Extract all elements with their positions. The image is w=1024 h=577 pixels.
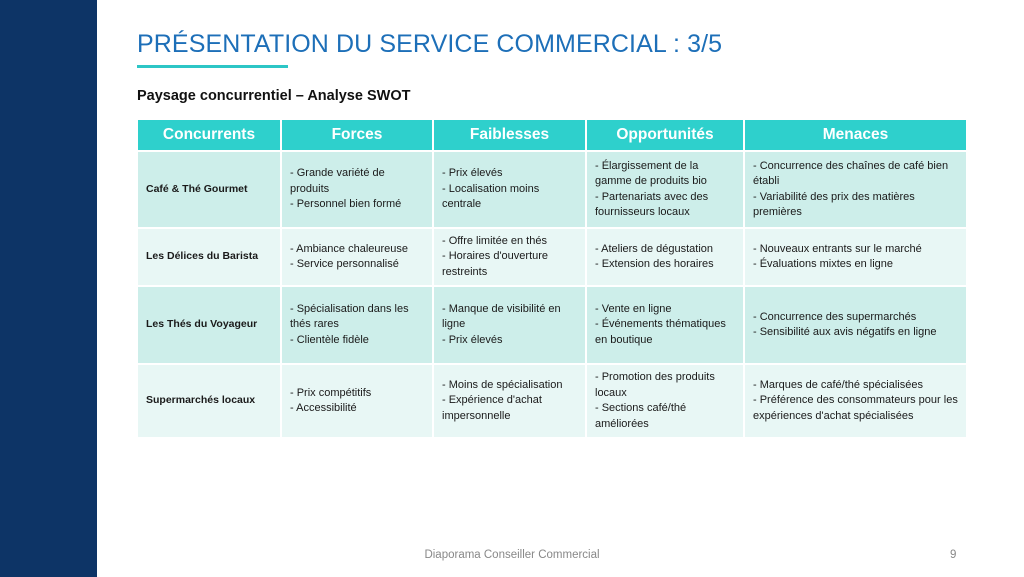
opportunites-item: - Événements thématiques en boutique	[595, 318, 726, 346]
forces-cell	[281, 151, 433, 228]
table-row	[138, 364, 966, 437]
faiblesses-item: - Prix élevés	[442, 333, 503, 346]
faiblesses-item: - Offre limitée en thés	[442, 234, 547, 247]
menaces-item: - Préférence des consommateurs pour les expériences d'achat spécialisées	[753, 394, 958, 422]
header-opportunites: Opportunités	[586, 120, 744, 151]
menaces-item: - Marques de café/thé spécialisées	[753, 378, 923, 391]
forces-cell	[281, 364, 433, 437]
forces-item: - Accessibilité	[290, 402, 357, 414]
faiblesses-cell	[433, 228, 586, 286]
competitor-name: Les Thés du Voyageur	[138, 286, 281, 364]
opportunites-item: - Ateliers de dégustation	[595, 242, 714, 255]
competitor-name: Café & Thé Gourmet	[138, 151, 281, 228]
table-row	[138, 286, 966, 364]
competitor-name: Les Délices du Barista	[138, 228, 281, 286]
forces-item: - Clientèle fidèle	[290, 333, 369, 346]
forces-item: - Grande variété de produits	[290, 167, 385, 195]
menaces-item: - Concurrence des supermarchés	[753, 310, 917, 323]
table-row	[138, 228, 966, 286]
header-menaces: Menaces	[744, 120, 966, 151]
menaces-cell	[744, 151, 966, 228]
forces-cell	[281, 286, 433, 364]
faiblesses-cell	[433, 364, 586, 437]
footer-text: Diaporama Conseiller Commercial	[424, 549, 600, 561]
forces-item: - Spécialisation dans les thés rares	[290, 302, 409, 331]
header-concurrents: Concurrents	[138, 120, 281, 151]
menaces-cell	[744, 286, 966, 364]
forces-item: - Prix compétitifs	[290, 386, 372, 399]
menaces-cell	[744, 364, 966, 437]
forces-item: - Service personnalisé	[290, 258, 399, 270]
slide-title: PRÉSENTATION DU SERVICE COMMERCIAL : 3/5	[137, 30, 723, 58]
header-faiblesses: Faiblesses	[433, 120, 586, 151]
faiblesses-item: - Expérience d'achat impersonnelle	[442, 394, 542, 422]
opportunites-cell	[586, 286, 744, 364]
faiblesses-item: - Localisation moins centrale	[442, 182, 540, 211]
table-header-row	[138, 120, 966, 151]
menaces-item: - Concurrence des chaînes de café bien établi	[753, 159, 949, 187]
opportunites-item: - Vente en ligne	[595, 302, 672, 315]
menaces-item: - Sensibilité aux avis négatifs en ligne	[753, 326, 937, 338]
slide-subtitle: Paysage concurrentiel – Analyse SWOT	[137, 88, 411, 104]
menaces-item: - Nouveaux entrants sur le marché	[753, 242, 922, 255]
table-row	[138, 151, 966, 228]
opportunites-cell	[586, 151, 744, 228]
opportunites-cell	[586, 228, 744, 286]
opportunites-item: - Promotion des produits locaux	[595, 371, 715, 399]
forces-item: - Personnel bien formé	[290, 198, 402, 211]
menaces-cell	[744, 228, 966, 286]
opportunites-item: - Sections café/thé améliorées	[595, 402, 687, 430]
title-underline	[137, 65, 288, 68]
swot-table	[138, 120, 966, 437]
forces-cell	[281, 228, 433, 286]
header-forces: Forces	[281, 120, 433, 151]
opportunites-cell	[586, 364, 744, 437]
opportunites-item: - Élargissement de la gamme de produits bio	[595, 159, 707, 187]
competitor-name: Supermarchés locaux	[138, 364, 281, 437]
opportunites-item: - Extension des horaires	[595, 258, 714, 270]
forces-item: - Ambiance chaleureuse	[290, 242, 409, 255]
side-band	[0, 0, 97, 577]
faiblesses-item: - Horaires d'ouverture restreints	[442, 250, 549, 278]
menaces-item: - Variabilité des prix des matières premières	[753, 190, 915, 218]
faiblesses-item: - Prix élevés	[442, 167, 503, 180]
faiblesses-item: - Manque de visibilité en ligne	[442, 302, 561, 331]
faiblesses-cell	[433, 151, 586, 228]
opportunites-item: - Partenariats avec des fournisseurs locaux	[595, 190, 709, 218]
faiblesses-cell	[433, 286, 586, 364]
menaces-item: - Évaluations mixtes en ligne	[753, 258, 894, 270]
page-number: 9	[950, 549, 957, 561]
faiblesses-item: - Moins de spécialisation	[442, 378, 563, 391]
